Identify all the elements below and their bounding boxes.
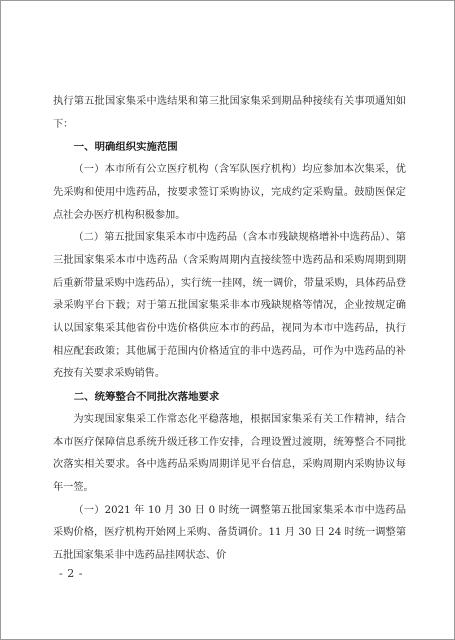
document-body [53, 91, 406, 568]
intro-paragraph: 执行第五批国家集采中选结果和第三批国家集采到期品种接续有关事项通知如下： [53, 96, 406, 130]
paragraph-1-2: （二）第五批国家集采本市中选药品（含本市残缺规格增补中选药品）、第三批国家集采本市中选药品（含采购周期内直接续签中选药品和采购周期到期后重新带量采购中选药品），实行统一挂网，统一调价，带量采购，具体药品登录采购平台下载；对于第五批国家集采非本市残缺规格等情况，企业按规定确认以国家集采其他省份中选价格供应本市的药品，视同为本市中选药品，执行相应配套政策；其他属于范围内价格适宜的非中选药品，可作为中选药品的补充按有关要求采购销售。 [53, 232, 406, 380]
paragraph-1-1: （一）本市所有公立医疗机构（含军队医疗机构）均应参加本次集采，优先采购和使用中选药品，按要求签订采购协议，完成约定采购量。鼓励医保定点社会办医疗机构积极参加。 [53, 164, 406, 221]
section-heading-scope: 一、明确组织实施范围 [73, 141, 178, 154]
section-heading-integration: 二、统筹整合不同批次落地要求 [73, 391, 220, 404]
paragraph-2-intro: 为实现国家集采工作常态化平稳落地，根据国家集采有关工作精神，结合本市医疗保障信息系统升级迁移工作安排，合理设置过渡期，统筹整合不同批次落实相关要求。各中选药品采购周期详见平台信息，采购周期内采购协议每年一签。 [53, 413, 406, 493]
page-number: - 2 - [59, 567, 83, 580]
paragraph-2-1: （一）2021 年 10 月 30 日 0 时统一调整第五批国家集采本市中选药品采购价格，医疗机构开始网上采购、备货调价。11 月 30 日 24 时统一调整第五批国家集采非中选药品挂网状态、价 [53, 504, 406, 562]
